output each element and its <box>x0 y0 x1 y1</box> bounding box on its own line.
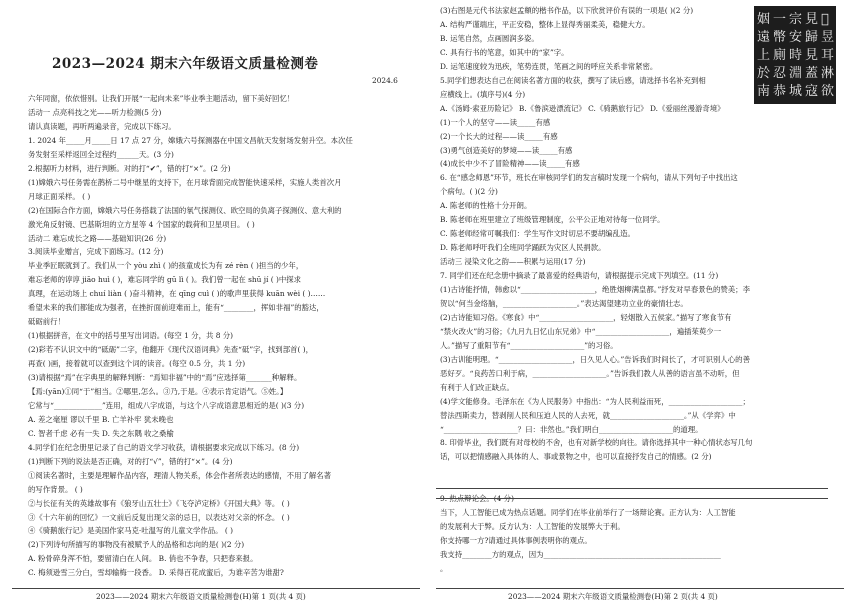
calligraphy-glyph: 蓋 <box>805 66 819 81</box>
left-line: ③《十六年前的回忆》一文前后反复出现父亲的忌日，以表达对父亲的怀念。 ( ) <box>28 512 290 522</box>
left-line: (2)彩若不认识文中的“砥砺”二字，他翻开《现代汉语词典》先查“砥”字，找到部首( )， <box>28 345 313 355</box>
left-line: 务发射至采样返回全过程约______天。(3 分) <box>28 149 174 159</box>
right-line: (1)古诗能抒情，韩愈以“____________________，绝胜烟柳满皇都。”抒发对早春景色的赞美；李 <box>440 285 750 294</box>
left-line: 希望未来的我们都能成为强者，在挫折面前迎难而上，能有“________，挥如非福”的豁达， <box>28 303 324 313</box>
right-line: (3)右图是元代书法家赵孟頫的楷书作品，以下欣赏评价有误的一项是( )(2 分) <box>440 6 694 15</box>
left-line: (1)判断下列的说法是否正确，对的打“√”，错的打“×”。(4 分) <box>28 456 233 466</box>
right-line: 当下，人工智能已成为热点话题。同学们在毕业前举行了一场辩论赛。正方认为：人工智能 <box>440 508 736 518</box>
right-line: 8. 印骨毕业，我们既有对母校的不舍，也有对新学校的向往。请你选择其中一种心情状态写几句 <box>440 438 753 448</box>
right-line: 的发展利大于弊。反方认为：人工智能的发展弊大于利。 <box>440 522 625 532</box>
calligraphy-glyph: 欲 <box>821 84 835 99</box>
calligraphy-glyph: 於 <box>757 66 771 81</box>
left-line: 月球正面采样。 ( ) <box>28 191 91 201</box>
right-line: 。 <box>440 564 448 573</box>
right-page <box>432 0 860 608</box>
right-line: A. 陈老师的性格十分开朗。 <box>440 201 532 211</box>
left-line: C. 梅须逊雪三分白，雪却输梅一段香。 D. 采得百花成蜜后，为谁辛苦为谁甜? <box>28 568 284 578</box>
right-line: D. 陈老师呼吁我们全班同学踊跃为灾区人民捐款。 <box>440 243 606 253</box>
footer-rule <box>12 588 420 589</box>
calligraphy-glyph: 上 <box>757 48 771 63</box>
right-line: 恶好歹。“良药苦口利于病，____________________。”告诉我们教人从善的语言虽不动听，但 <box>440 368 740 378</box>
left-line: 激光角反射镜、巴基斯坦的立方星等 4 个国家的载荷和卫星项目。 ( ) <box>28 219 255 229</box>
left-line: A. 粉骨碎身浑不怕，要留清白在人间。 B. 俏也不争春，只把春来报。 <box>28 554 258 564</box>
right-line: (4)学文能修身。毛泽东在《为人民服务》中指出：“为人民利益而死，____________________； <box>440 396 750 406</box>
left-line: (2)在国际合作方面，嫦娥六号任务搭载了法国的氡气探测仪、欧空局的负离子探测仪、意大利的 <box>28 205 342 215</box>
left-line: (1)根据拼音，在文中的括号里写出词语。(每空 1 分，共 8 分) <box>28 331 234 341</box>
right-line: 人。”描写了重阳节有“____________________”的习俗。 <box>440 340 618 350</box>
calligraphy-glyph: 時 <box>789 48 803 63</box>
right-line: C. 具有行书的笔意，如其中的“家”字。 <box>440 47 569 57</box>
writing-line-1 <box>436 488 828 489</box>
right-line: 活动三 浸染文化之韵——积累与运用(17 分) <box>440 257 586 267</box>
left-line: 它常与“_____________”连用，组成八字成语，与这个八字成语意思相近的是( )(3 分) <box>28 400 305 410</box>
right-line: 我支持________方的观点，因为________________________________________________ <box>440 550 721 560</box>
right-line: (4)成长中少不了冒险精神——读_____有感 <box>440 159 580 169</box>
calligraphy-glyph: 淋 <box>821 66 835 81</box>
right-line: (2)古诗能知习俗。《寒食》中“____________________，轻烟散入五侯家。”描写了寒食节有 <box>440 312 732 322</box>
right-line: “禁火改火”的习俗；《九月九日忆山东兄弟》中“____________________，遍插茱萸少一 <box>440 326 722 336</box>
left-page <box>0 0 428 608</box>
exam-date: 2024.6 <box>372 76 398 85</box>
calligraphy-image <box>754 6 836 104</box>
left-line: (3)请根据“焉”在字典里的解释判断：“焉知非福”中的“焉”应选择第_______种解释。 <box>28 373 302 382</box>
right-line: (3)古训能明理。“____________________，日久见人心。”告诉我们时间长了，才可识别人心的善 <box>440 354 750 364</box>
calligraphy-glyph: 見 <box>805 48 819 63</box>
footer-right: 2023——2024 期末六年级语文质量检测卷(H)第 2 页(共 4 页) <box>508 592 718 601</box>
right-line: 你支持哪一方?请通过具体事例表明你的观点。 <box>440 536 592 546</box>
left-line: 2.根据听力材料，进行判断。对的打“✔”，错的打“×”。(2 分) <box>28 163 231 173</box>
right-line: 替法西斯卖力，替剥削人民和压迫人民的人去死，就____________________。”从《学弈》中 <box>440 410 736 420</box>
left-line: ④《骑鹅旅行记》是美国作家马克·吐温写的儿童文学作品。 ( ) <box>28 526 233 536</box>
left-line: C. 智者千虑 必有一失 D. 失之东隅 收之桑榆 <box>28 428 174 438</box>
right-line: B. 运笔自然，点画圆润多姿。 <box>440 33 539 43</box>
calligraphy-glyph: 恭 <box>773 84 787 99</box>
left-line: 3.阅读毕业赠言，完成下面练习。(12 分) <box>28 247 164 257</box>
calligraphy-glyph: 歸 <box>805 30 819 45</box>
right-line: 话，可以把情感融入具体的人、事或景物之中，也可以直接抒发自己的情感。(2 分) <box>440 452 712 462</box>
left-line: 活动二 难忘成长之路——基础知识(26 分) <box>28 233 167 243</box>
calligraphy-glyph: 幣 <box>773 30 787 45</box>
left-line: 毕业季匠眠就到了。我们从一个 yòu zhì ( )的孩童成长为有 zé rèn ( )担当的少年， <box>28 261 304 271</box>
left-line: 请认真读题，再听两遍录音，完成以下练习。 <box>28 121 176 131</box>
footer-rule-right <box>436 588 844 589</box>
right-line: 有利于人们改正缺点。 <box>440 382 514 392</box>
right-line: A. 结构严谨端庄，平正安稳，整体上显得秀丽柔美，稳健大方。 <box>440 19 650 29</box>
calligraphy-glyph: 城 <box>789 84 803 99</box>
right-line: 应横线上。(填序号)(4 分) <box>440 89 526 99</box>
calligraphy-glyph: 廁 <box>773 48 787 63</box>
right-line: “____________________？曰：非然也。”我们明白____________________的道理。 <box>440 424 703 434</box>
left-line: 再查( )画，接着就可以查到这个词的读音。(每空 0.5 分，共 1 分) <box>28 359 246 369</box>
calligraphy-glyph: 南 <box>757 84 771 99</box>
right-line: (1)一个人的坚守——读_____有感 <box>440 117 551 127</box>
calligraphy-glyph: 𫂁 <box>821 12 829 27</box>
right-line: D. 运笔速度较为迅疾，笔势连贯，笔画之间的呼应关系非常紧密。 <box>440 61 658 71</box>
calligraphy-glyph: 昱 <box>821 30 835 45</box>
right-line: C. 陈老师经常可嘱我们：学生写作文时切忌不要胡编乱造。 <box>440 229 635 239</box>
right-line: 7. 同学们还在纪念册中摘录了最喜爱的经典语句，请根据提示完成下列填空。(11 分) <box>440 271 719 281</box>
left-line: ①阅读名著时，主要是理解作品内容，理清人物关系，体会作者所表达的感情，不用了解名著 <box>28 470 332 480</box>
left-line: A. 差之毫厘 谬以千里 B. 亡羊补牢 犹未晚也 <box>28 414 174 424</box>
right-line: B. 陈老师在班里建立了班级管理制度，公平公正地对待每一位同学。 <box>440 215 665 225</box>
right-line: 9. 热点辩论会。(4 分) <box>440 494 514 504</box>
calligraphy-glyph: 寇 <box>805 84 819 99</box>
left-line: 【焉:(yān)①同“于”相当。②哪里,怎么。③乃,于是。④表示肯定语气。⑤姓。】 <box>28 386 288 396</box>
left-line: 4.同学们在纪念册里记录了自己的语文学习收获，请根据要求完成以下练习。(8 分) <box>28 442 300 452</box>
calligraphy-glyph: 遠 <box>757 30 771 45</box>
calligraphy-glyph: 安 <box>789 30 803 45</box>
calligraphy-glyph: 忍 <box>773 66 787 81</box>
calligraphy-glyph: 見 <box>805 12 819 27</box>
calligraphy-artwork <box>754 6 836 104</box>
footer-left: 2023——2024 期末六年级语文质量检测卷(H)第 1 页(共 4 页) <box>96 592 306 601</box>
right-line: 6. 在“感念师恩”环节，班长在审核同学们的发言稿时发现一个病句，请从下列句子中找出这 <box>440 173 738 183</box>
right-line: A.《汤姆·索亚历险记》 B.《鲁滨逊漂流记》 C.《骑鹅旅行记》 D.《爱丽丝漫游奇境》 <box>440 103 725 113</box>
left-line: 真理，在运动场上 chuí liàn ( )奋斗精神，在 qīng cuì ( )的歌声里获得 kuān wèi ( )…… <box>28 289 326 299</box>
left-line: ②与长征有关的英雄故事有《狼牙山五壮士》《飞夺泸定桥》《开国大典》等。 ( ) <box>28 498 290 508</box>
left-line: (1)嫦娥六号任务需在鹊桥二号中继星的支持下，在月球背面完成智能快速采样，实施人类首次月 <box>28 177 342 187</box>
writing-line-2 <box>436 498 828 499</box>
right-line: 贺以“何当金络脑，____________________。”表达渴望建功立业的豪情壮志。 <box>440 298 688 308</box>
left-line: 活动一 点亮科技之光——听力检测(5 分) <box>28 107 162 117</box>
right-line: (2)一个长大的过程——读_____有感 <box>440 131 558 141</box>
right-line: 5.同学们想表达自己在阅读名著方面的收获，撰写了读后感，请选择书名补充到相 <box>440 75 706 85</box>
left-line: 六年同窗，依依惜别。让我们开展“一起向未来”毕业季主题活动，留下美好回忆！ <box>28 94 295 103</box>
left-line: (2)下列诗句所描写的事物没有被赋予人的品格和志向的是( )(2 分) <box>28 540 245 550</box>
left-line: 的写作背景。 ( ) <box>28 484 83 494</box>
right-line: (3)勇气创造美好的梦境——读_____有感 <box>440 145 573 155</box>
calligraphy-glyph: 宗 <box>789 12 803 27</box>
calligraphy-glyph: 淵 <box>789 66 803 81</box>
calligraphy-glyph: 姻 <box>757 12 771 27</box>
calligraphy-glyph: 耳 <box>821 48 835 63</box>
left-line: 1. 2024 年_____月_____日 17 点 27 分，嫦娥六号探测器在中国文昌航天发射场发射升空。本次任 <box>28 135 353 145</box>
left-line: 难忘老师的谆谆 jiāo huì ( )，难忘同学的 gū lì ( )。我们曾一起在 shū jí ( )中探求 <box>28 275 302 285</box>
exam-title: 2023—2024 期末六年级语文质量检测卷 <box>52 56 319 72</box>
right-line: 个病句。( )(2 分) <box>440 187 498 197</box>
left-line: 砥砺前行！ <box>28 317 65 327</box>
calligraphy-glyph: 一 <box>773 12 787 27</box>
